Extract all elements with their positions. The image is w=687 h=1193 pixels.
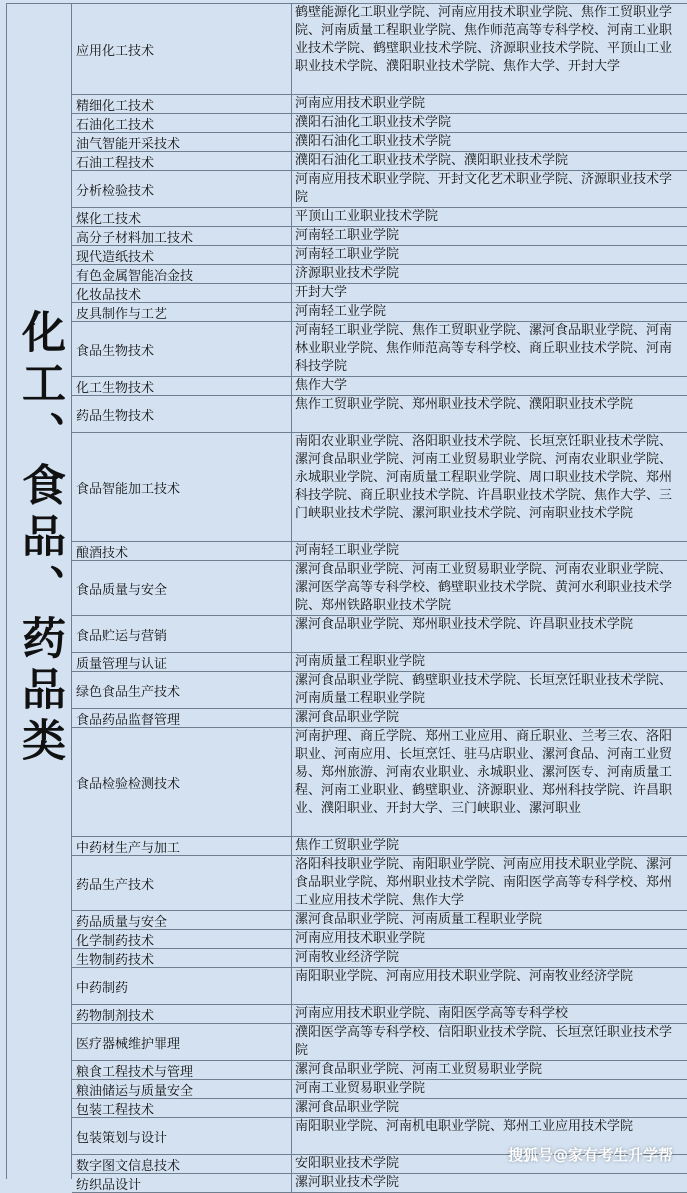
major-name-cell: 石油化工技术 xyxy=(72,114,292,132)
table-row xyxy=(72,133,687,152)
major-name-cell: 纺织品设计 xyxy=(72,1174,292,1192)
major-name-cell: 油气智能开采技术 xyxy=(72,133,292,151)
schools-cell: 濮阳石油化工职业技术学院、濮阳职业技术学院 xyxy=(295,153,569,168)
schools-cell: 焦作大学 xyxy=(295,378,348,393)
major-name-cell: 石油工程技术 xyxy=(72,152,292,170)
table-row xyxy=(72,114,687,133)
schools-cell: 河南牧业经济学院 xyxy=(295,950,400,965)
table-row xyxy=(72,377,687,396)
major-name-cell: 现代造纸技术 xyxy=(72,246,292,264)
major-name-cell: 精细化工技术 xyxy=(72,95,292,113)
schools-cell: 安阳职业技术学院 xyxy=(295,1156,400,1171)
schools-cell: 河南应用技术职业学院 xyxy=(295,931,426,946)
table-row xyxy=(72,1174,687,1193)
category-label: 化工、食品、药品类 xyxy=(14,309,65,768)
table-row xyxy=(72,561,687,616)
table-row xyxy=(72,227,687,246)
table-row xyxy=(72,4,687,95)
major-name-cell: 药品生物技术 xyxy=(72,396,292,432)
schools-cell: 濮阳医学高等专科学校、信阳职业技术学院、长垣烹饪职业技术学院 xyxy=(295,1025,673,1058)
table-row xyxy=(72,171,687,208)
table-row xyxy=(72,968,687,1005)
major-name-cell: 中药制药 xyxy=(72,968,292,1004)
major-name-cell: 食品生物技术 xyxy=(72,322,292,376)
schools-cell: 濮阳石油化工职业技术学院 xyxy=(295,134,452,149)
table-row xyxy=(72,265,687,284)
schools-cell: 漯河食品职业学院、郑州职业技术学院、许昌职业技术学院 xyxy=(295,617,634,632)
major-name-cell: 皮具制作与工艺 xyxy=(72,303,292,321)
table-row xyxy=(72,672,687,709)
schools-cell: 南阳农业职业学院、洛阳职业技术学院、长垣烹饪职业技术学院、漯河食品职业学院、河南工业贸易职业学院、河南农业职业学院、永城职业学院、河南质量工程职业学院、周口职业技术学院、郑州科技学院、商丘职业技术学院、许昌职业技术学院、焦作大学、三门峡职业技术学院、漯河职业技术学院、河南职业技术学院 xyxy=(295,434,673,521)
category-cell xyxy=(6,4,72,1179)
major-name-cell: 食品贮运与营销 xyxy=(72,616,292,652)
major-name-cell: 中药材生产与加工 xyxy=(72,837,292,855)
major-name-cell: 包装工程技术 xyxy=(72,1099,292,1117)
major-name-cell: 食品检验检测技术 xyxy=(72,728,292,836)
table-row xyxy=(72,322,687,377)
major-name-cell: 化学制药技术 xyxy=(72,930,292,948)
major-name-cell: 分析检验技术 xyxy=(72,171,292,207)
major-name-cell: 粮食工程技术与管理 xyxy=(72,1061,292,1079)
schools-cell: 焦作工贸职业学院 xyxy=(295,838,400,853)
major-name-cell: 药品生产技术 xyxy=(72,856,292,910)
table-row xyxy=(72,616,687,653)
major-name-cell: 包装策划与设计 xyxy=(72,1118,292,1154)
schools-cell: 河南轻工业学院 xyxy=(295,304,387,319)
schools-cell: 河南轻工职业学院、焦作工贸职业学院、漯河食品职业学院、河南林业职业学院、焦作师范高等专科学校、商丘职业技术学院、河南科技学院 xyxy=(295,323,673,374)
table-row xyxy=(72,856,687,911)
table-row xyxy=(72,837,687,856)
schools-cell: 河南应用技术职业学院、开封文化艺术职业学院、济源职业技术学院 xyxy=(295,172,673,205)
table-row xyxy=(72,246,687,265)
table-row xyxy=(72,949,687,968)
major-name-cell: 煤化工技术 xyxy=(72,208,292,226)
table-row xyxy=(72,152,687,171)
major-name-cell: 有色金属智能冶金技 xyxy=(72,265,292,283)
major-name-cell: 粮油储运与质量安全 xyxy=(72,1080,292,1098)
table-row xyxy=(72,653,687,672)
schools-cell: 南阳职业学院、河南应用技术职业学院、河南牧业经济学院 xyxy=(295,969,634,984)
schools-cell: 河南轻工职业学院 xyxy=(295,543,400,558)
major-name-cell: 酿酒技术 xyxy=(72,542,292,560)
table-row xyxy=(72,1061,687,1080)
table-row xyxy=(72,208,687,227)
schools-cell: 鹤壁能源化工职业学院、河南应用技术职业学院、焦作工贸职业学院、河南质量工程职业学院、焦作师范高等专科学校、河南工业职业技术学院、鹤壁职业技术学院、济源职业技术学院、平顶山工业职业技术学院、濮阳职业技术学院、焦作大学、开封大学 xyxy=(295,5,673,74)
schools-cell: 河南工业贸易职业学院 xyxy=(295,1081,426,1096)
schools-cell: 开封大学 xyxy=(295,285,348,300)
major-name-cell: 绿色食品生产技术 xyxy=(72,672,292,708)
schools-cell: 漯河食品职业学院、河南工业贸易职业学院、河南农业职业学院、漯河医学高等专科学校、鹤壁职业技术学院、黄河水利职业技术学院、郑州铁路职业技术学院 xyxy=(295,562,673,613)
table-row xyxy=(72,911,687,930)
schools-cell: 河南轻工职业学院 xyxy=(295,228,400,243)
schools-cell: 漯河食品职业学院、河南工业贸易职业学院 xyxy=(295,1062,543,1077)
table-row xyxy=(72,303,687,322)
table-row xyxy=(72,284,687,303)
schools-cell: 河南轻工职业学院 xyxy=(295,247,400,262)
major-name-cell: 应用化工技术 xyxy=(72,4,292,94)
table-row xyxy=(72,1080,687,1099)
schools-cell: 洛阳科技职业学院、南阳职业学院、河南应用技术职业学院、漯河食品职业学院、郑州职业技术学院、南阳医学高等专科学校、郑州工业应用技术学院、焦作大学 xyxy=(295,857,673,908)
table-row xyxy=(72,542,687,561)
schools-cell: 济源职业技术学院 xyxy=(295,266,400,281)
table-row xyxy=(72,1024,687,1061)
schools-cell: 漯河食品职业学院、河南质量工程职业学院 xyxy=(295,912,543,927)
major-name-cell: 化工生物技术 xyxy=(72,377,292,395)
major-name-cell: 化妆品技术 xyxy=(72,284,292,302)
major-name-cell: 食品智能加工技术 xyxy=(72,433,292,541)
schools-cell: 漯河食品职业学院 xyxy=(295,710,400,725)
schools-cell: 漯河食品职业学院 xyxy=(295,1100,400,1115)
major-name-cell: 质量管理与认证 xyxy=(72,653,292,671)
table-row xyxy=(72,433,687,542)
table-row xyxy=(72,930,687,949)
schools-cell: 河南护理、商丘学院、郑州工业应用、商丘职业、兰考三农、洛阳职业、河南应用、长垣烹饪、驻马店职业、漯河食品、河南工业贸易、郑州旅游、河南农业职业、永城职业、漯河医专、河南质量工程、河南工业职业、鹤壁职业、济源职业、郑州科技学院、许昌职业、濮阳职业、开封大学、三门峡职业、漯河职业 xyxy=(295,729,673,816)
major-name-cell: 药物制剂技术 xyxy=(72,1005,292,1023)
table-top-border xyxy=(6,3,687,4)
table-row xyxy=(72,1099,687,1118)
schools-cell: 南阳职业学院、河南机电职业学院、郑州工业应用技术学院 xyxy=(295,1119,634,1134)
major-name-cell: 食品质量与安全 xyxy=(72,561,292,615)
schools-cell: 河南应用技术职业学院、南阳医学高等专科学校 xyxy=(295,1006,569,1021)
schools-cell: 濮阳石油化工职业技术学院 xyxy=(295,115,452,130)
table-row xyxy=(72,95,687,114)
schools-cell: 漯河食品职业学院、鹤壁职业技术学院、长垣烹饪职业技术学院、河南质量工程职业学院 xyxy=(295,673,673,706)
table-row xyxy=(72,728,687,837)
major-name-cell: 医疗器械维护罪理 xyxy=(72,1024,292,1060)
major-name-cell: 药品质量与安全 xyxy=(72,911,292,929)
schools-cell: 河南质量工程职业学院 xyxy=(295,654,426,669)
major-name-cell: 高分子材料加工技术 xyxy=(72,227,292,245)
watermark: 搜狐号@家有考生升学帮 xyxy=(507,1146,673,1164)
schools-cell: 河南应用技术职业学院 xyxy=(295,96,426,111)
major-name-cell: 生物制药技术 xyxy=(72,949,292,967)
table-row xyxy=(72,709,687,728)
major-name-cell: 食品药品监督管理 xyxy=(72,709,292,727)
table-row xyxy=(72,396,687,433)
table-row xyxy=(72,1005,687,1024)
major-name-cell: 数字图文信息技术 xyxy=(72,1155,292,1173)
schools-cell: 焦作工贸职业学院、郑州职业技术学院、濮阳职业技术学院 xyxy=(295,397,634,412)
schools-cell: 漯河职业技术学院 xyxy=(295,1175,400,1190)
schools-cell: 平顶山工业职业技术学院 xyxy=(295,209,439,224)
